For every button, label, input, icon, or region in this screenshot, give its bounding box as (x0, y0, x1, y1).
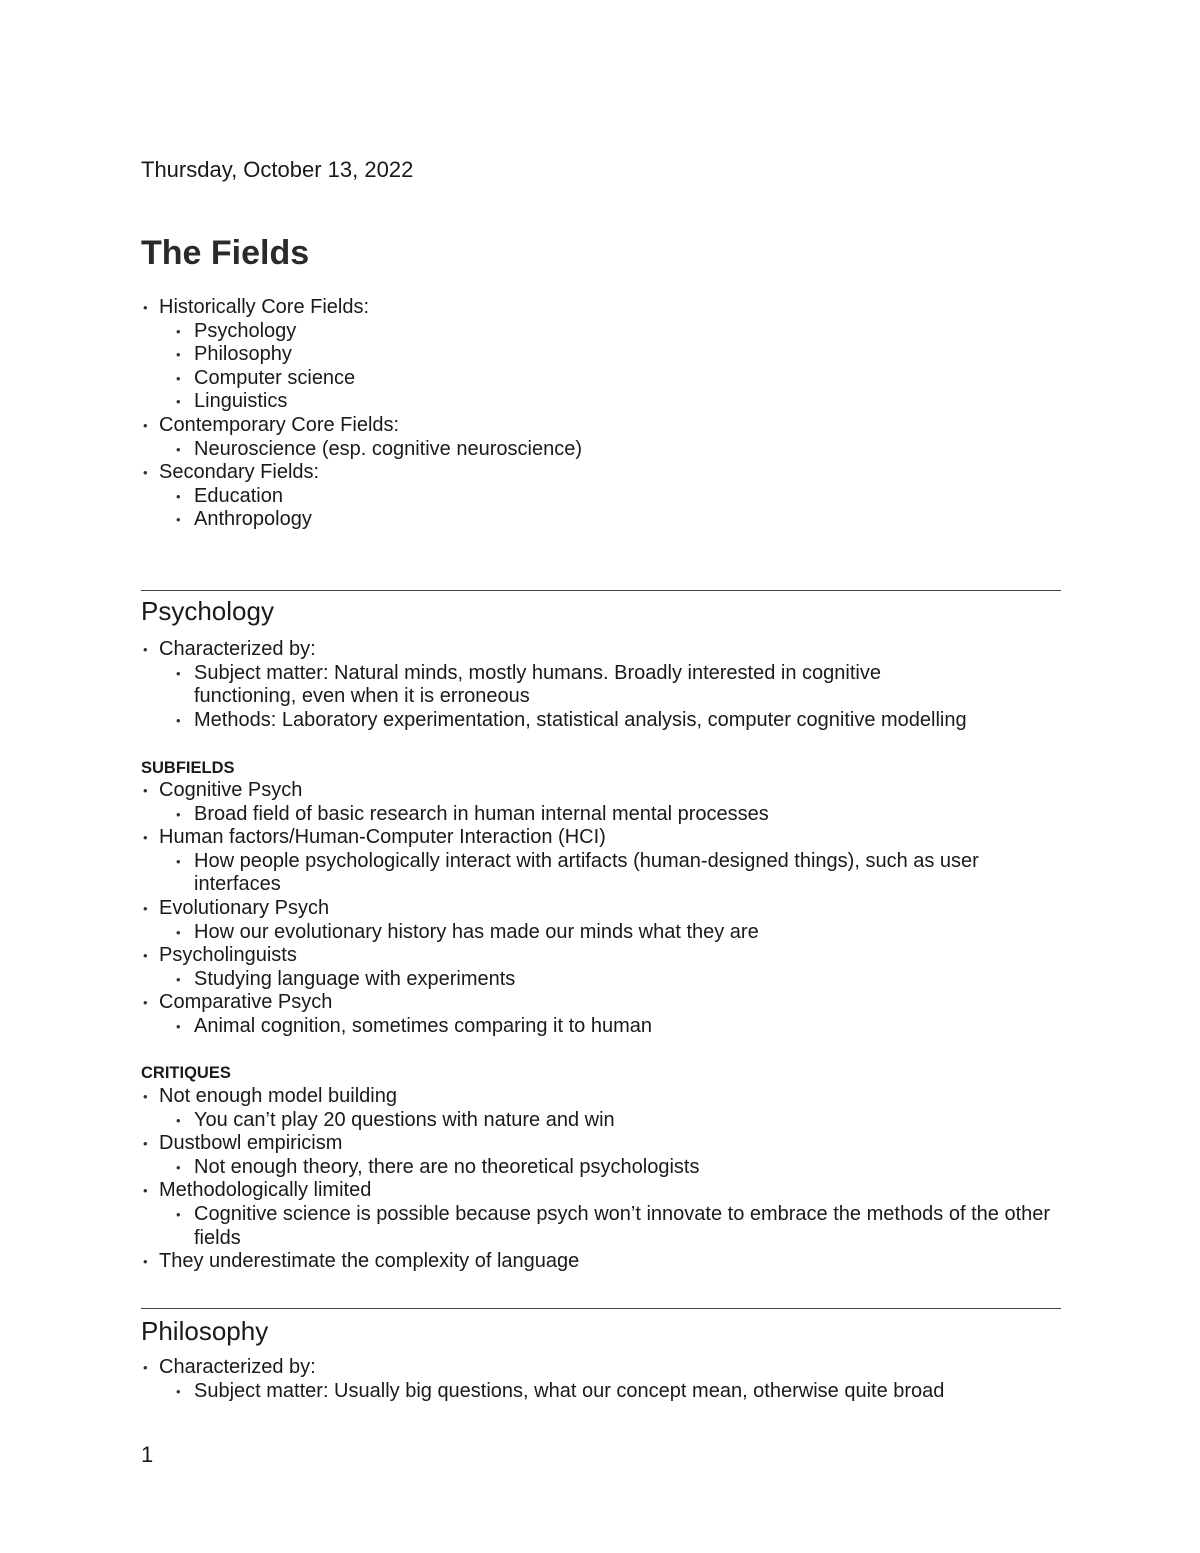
list-item: • Psycholinguists (141, 944, 1061, 968)
list-item: • Dustbowl empiricism (141, 1132, 1061, 1156)
list-item: • Subject matter: Usually big questions, what our concept mean, otherwise quite broad (141, 1380, 1061, 1404)
philosophy-characterized (141, 1356, 1061, 1403)
list-item: • They underestimate the complexity of language (141, 1250, 1061, 1274)
list-item: • You can’t play 20 questions with nature and win (141, 1109, 1061, 1133)
list-item: • Evolutionary Psych (141, 897, 1061, 921)
list-item: • Methodologically limited (141, 1179, 1061, 1203)
list-item: • Methods: Laboratory experimentation, statistical analysis, computer cognitive modelling (141, 709, 1061, 733)
list-item: • Linguistics (141, 390, 1061, 414)
list-item: • Psychology (141, 320, 1061, 344)
list-item: • Human factors/Human-Computer Interaction (HCI) (141, 826, 1061, 850)
list-item: • Characterized by: (141, 638, 1061, 662)
list-item: • Contemporary Core Fields: (141, 414, 1061, 438)
psychology-subfields (141, 779, 1061, 1039)
list-item: • Historically Core Fields: (141, 296, 1061, 320)
fields-list (141, 296, 1061, 532)
list-item: • Not enough theory, there are no theoretical psychologists (141, 1156, 1061, 1180)
list-item: • Computer science (141, 367, 1061, 391)
list-item: • Neuroscience (esp. cognitive neuroscience) (141, 438, 1061, 462)
list-item: • Not enough model building (141, 1085, 1061, 1109)
philosophy-heading: Philosophy (141, 1316, 269, 1346)
fields-outline (141, 296, 1061, 532)
critiques-heading: CRITIQUES (141, 1064, 231, 1082)
list-item: • Cognitive Psych (141, 779, 1061, 803)
list-item: • How people psychologically interact with artifacts (human-designed things), such as user interfaces (141, 850, 1061, 897)
list-item: • Animal cognition, sometimes comparing it to human (141, 1015, 1061, 1039)
note-date: Thursday, October 13, 2022 (141, 157, 414, 182)
list-item: • Comparative Psych (141, 991, 1061, 1015)
section-divider (141, 1308, 1061, 1309)
psychology-characterized (141, 638, 1061, 732)
psychology-critiques (141, 1085, 1061, 1274)
list-item: • Subject matter: Natural minds, mostly humans. Broadly interested in cognitive functioning, even when it is erroneous (141, 662, 1061, 709)
list-item: • Education (141, 485, 1061, 509)
list-item: • How our evolutionary history has made our minds what they are (141, 921, 1061, 945)
list-item: • Studying language with experiments (141, 968, 1061, 992)
list-item: • Secondary Fields: (141, 461, 1061, 485)
subfields-heading: SUBFIELDS (141, 759, 235, 777)
page-title: The Fields (141, 234, 310, 272)
section-divider (141, 590, 1061, 591)
psychology-heading: Psychology (141, 596, 274, 626)
list-item: • Philosophy (141, 343, 1061, 367)
page-number: 1 (141, 1442, 154, 1467)
list-item: • Characterized by: (141, 1356, 1061, 1380)
list-item: • Anthropology (141, 508, 1061, 532)
list-item: • Cognitive science is possible because psych won’t innovate to embrace the methods of the other fields (141, 1203, 1061, 1250)
list-item: • Broad field of basic research in human internal mental processes (141, 803, 1061, 827)
